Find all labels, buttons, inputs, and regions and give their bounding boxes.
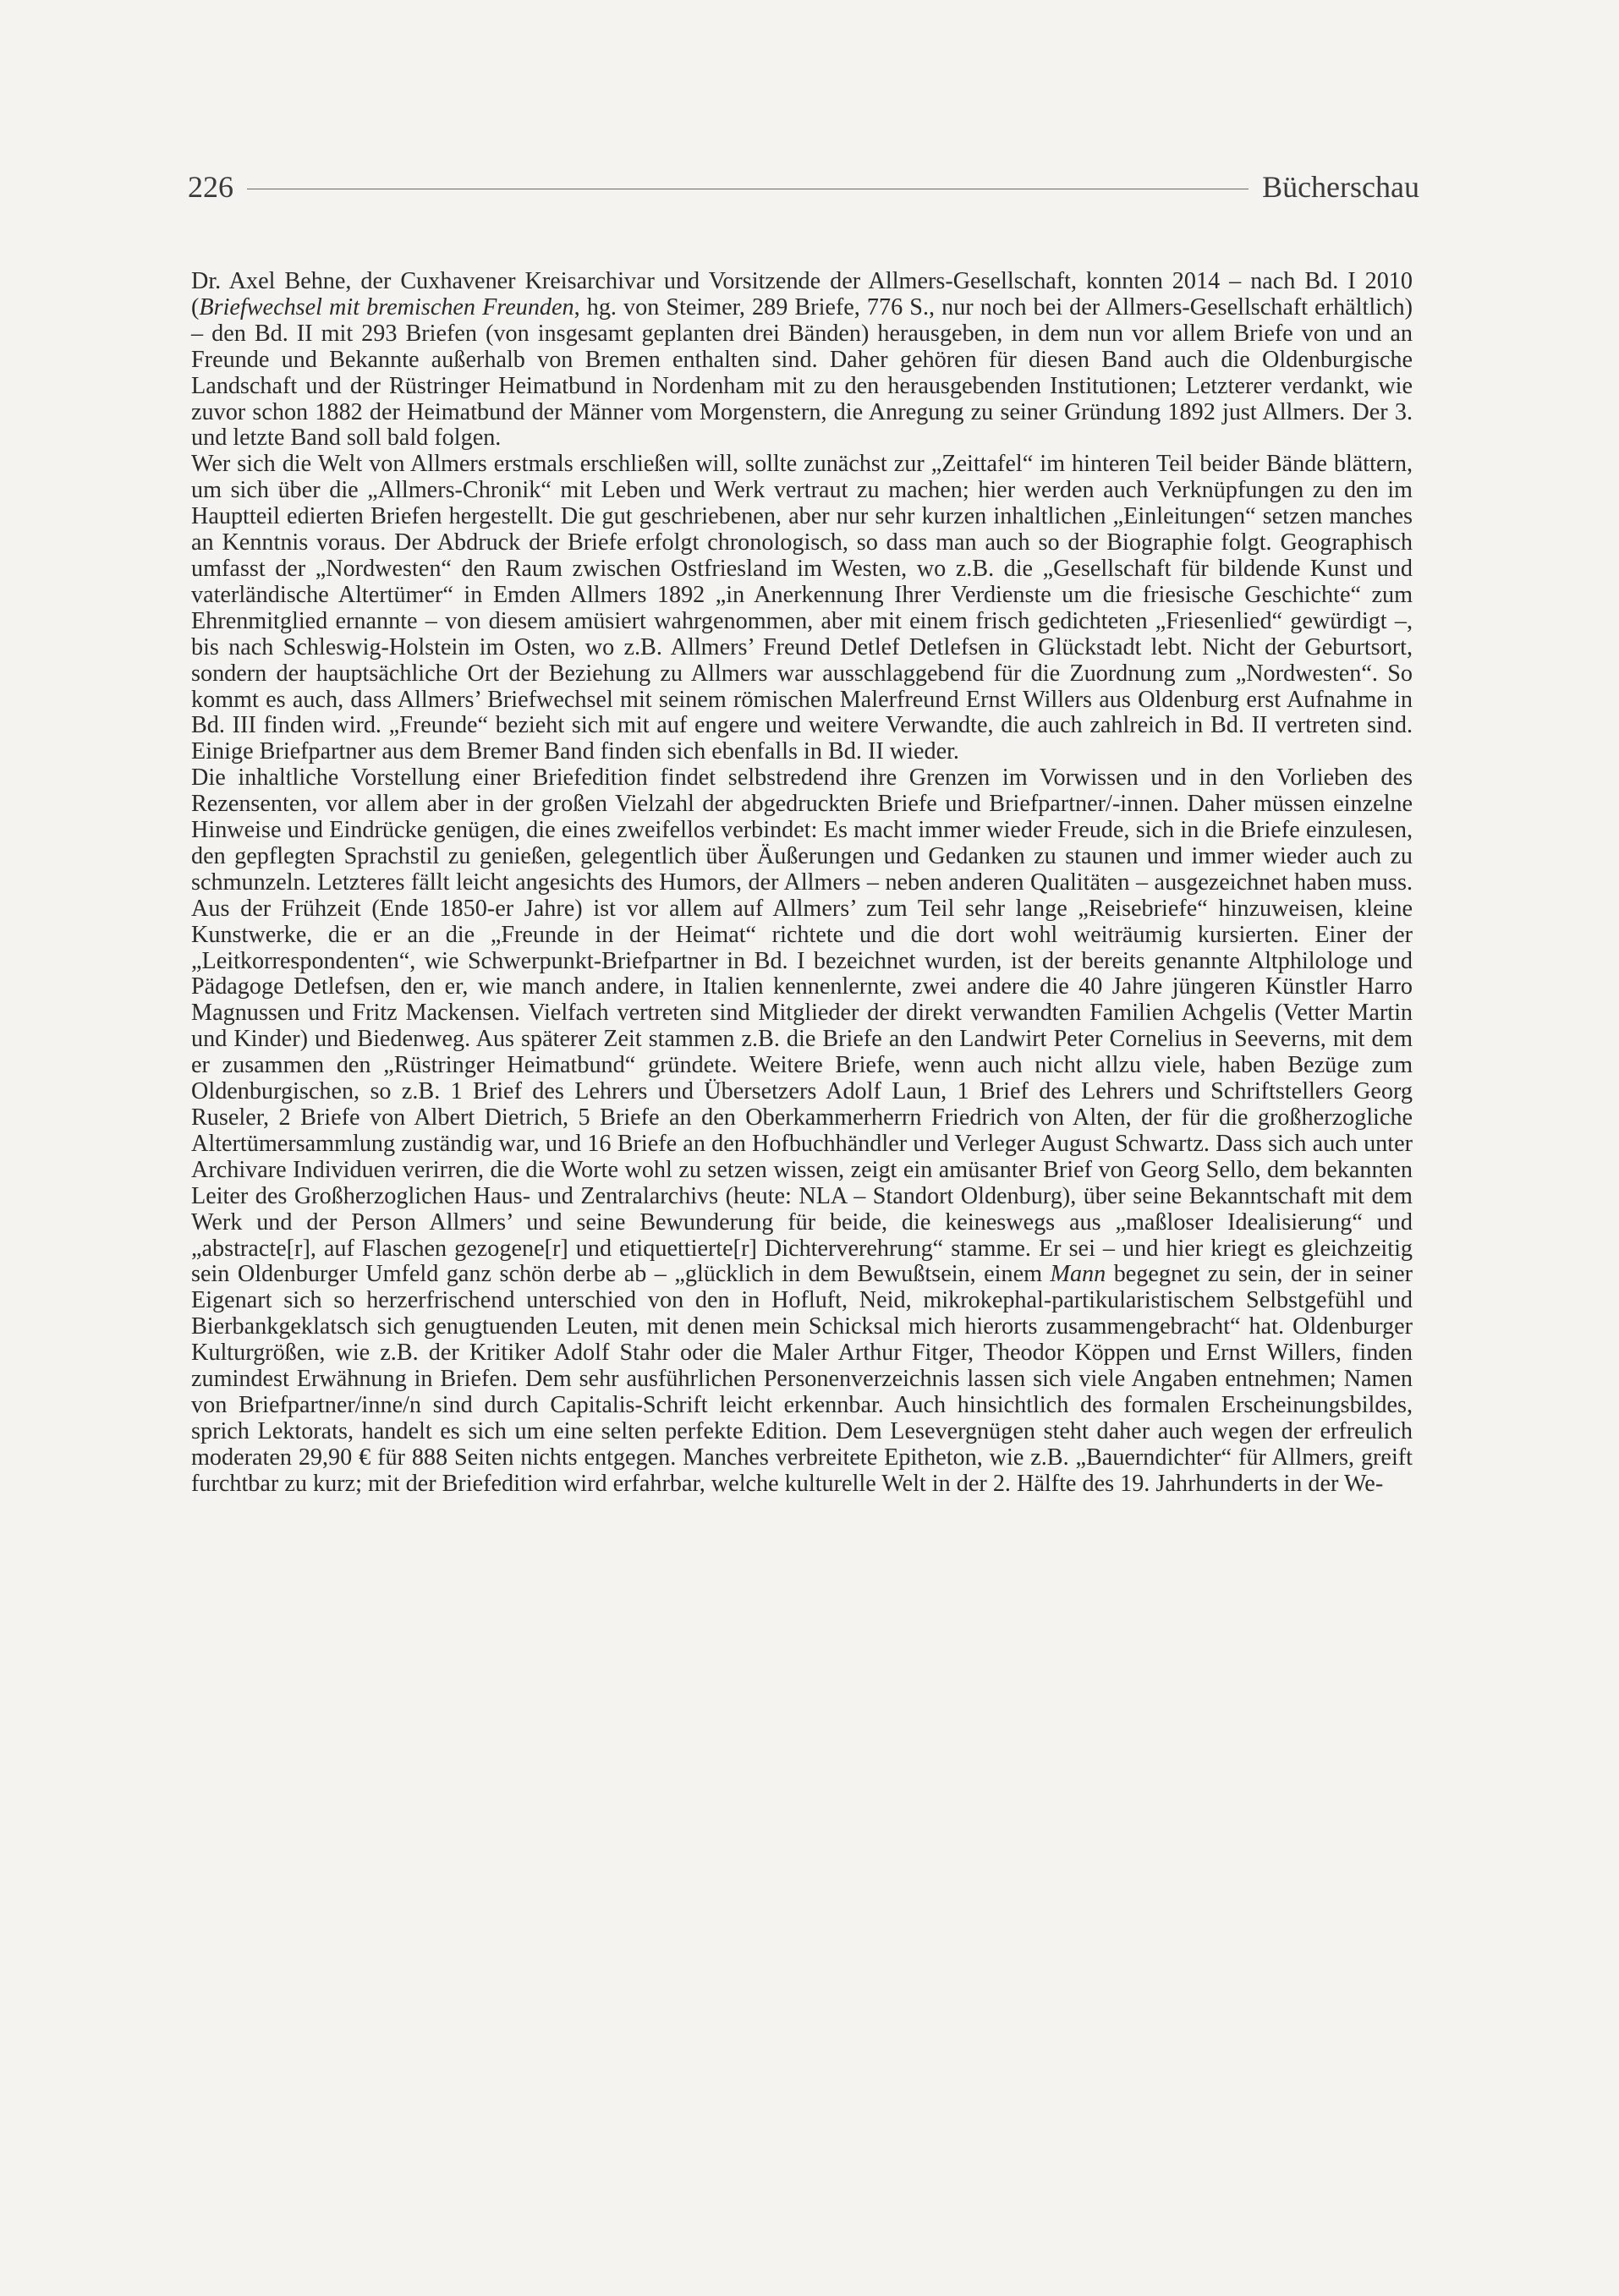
paragraph-1	[191, 269, 1413, 452]
paragraph-3	[191, 765, 1413, 1497]
text-run: Die inhaltliche Vorstellung einer Briefedition findet selbstredend ihre Grenzen im Vorwissen und in den Vorlieben des Rezensenten, vor allem aber in der großen Vielzahl der abgedruckten Briefe und Briefpartner/-innen. Daher müssen einzelne Hinweise und Eindrücke genügen, die eines zweifellos verbindet: Es macht immer wieder Freude, sich in die Briefe einzulesen, den gepflegten Sprachstil zu genießen, gelegentlich über Äußerungen und Gedanken zu staunen und immer wieder auch zu schmunzeln. Letzteres fällt leicht angesichts des Humors, der Allmers – neben anderen Qualitäten – ausgezeichnet haben muss. Aus der Frühzeit (Ende 1850-er Jahre) ist vor allem auf Allmers’ zum Teil sehr lange „Reisebriefe“ hinzuweisen, kleine Kunstwerke, die er an die „Freunde in der Heimat“ richtete und die dort wohl weiträumig kursierten. Einer der „Leitkorrespondenten“, wie Schwerpunkt-Briefpartner in Bd. I bezeichnet wurden, ist der bereits genannte Altphilologe und Pädagoge Detlefsen, den er, wie manch andere, in Italien kennenlernte, zwei andere die 40 Jahre jüngeren Künstler Harro Magnussen und Fritz Mackensen. Vielfach vertreten sind Mitglieder der direkt verwandten Familien Achgelis (Vetter Martin und Kinder) und Biedenweg. Aus späterer Zeit stammen z.B. die Briefe an den Landwirt Peter Cornelius in Seeverns, mit dem er zusammen den „Rüstringer Heimatbund“ gründete. Weitere Briefe, wenn auch nicht allzu viele, haben Bezüge zum Oldenburgischen, so z.B. 1 Brief des Lehrers und Übersetzers Adolf Laun, 1 Brief des Lehrers und Schriftstellers Georg Ruseler, 2 Briefe von Albert Dietrich, 5 Briefe an den Oberkammerherrn Friedrich von Alten, der für die großherzogliche Altertümersammlung zuständig war, und 16 Briefe an den Hofbuchhändler und Verleger August Schwartz. Dass sich auch unter Archivare Individuen verirren, die die Worte wohl zu setzen wissen, zeigt ein amüsanter Brief von Georg Sello, dem bekannten Leiter des Großherzoglichen Haus- und Zentralarchivs (heute: NLA – Standort Oldenburg), über seine Bekanntschaft mit dem Werk und der Person Allmers’ und seine Bewunderung für beide, die keineswegs aus „maßloser Idealisierung“ und „abstracte[r], auf Flaschen gezogene[r] und etiquettierte[r] Dichterverehrung“ stamme. Er sei – und hier kriegt es gleichzeitig sein Oldenburger Umfeld ganz schön derbe ab – „glücklich in dem Bewußtsein, einem	[191, 764, 1413, 1288]
book-title-italic: Briefwechsel mit bremischen Freunden	[199, 293, 574, 321]
paragraph-2	[191, 452, 1413, 765]
page-number: 226	[188, 170, 233, 204]
running-title: Bücherschau	[1262, 170, 1419, 204]
text-run: begegnet zu sein, der in seiner Eigenart sich so herzerfrischend unterschied von den in Hofluft, Neid, mikrokephal-partikularistischem Selbstgefühl und Bierbankgeklatsch sich genugtuenden Leuten, mit denen mein Schicksal mich hierorts zusammengebracht“ hat. Oldenburger Kulturgrößen, wie z.B. der Kritiker Adolf Stahr oder die Maler Arthur Fitger, Theodor Köppen und Ernst Willers, finden zumindest Erwähnung in Briefen. Dem sehr ausführlichen Personenverzeichnis lassen sich viele Angaben entnehmen; Namen von Briefpartner/inne/n sind durch Capitalis-Schrift leicht erkennbar. Auch hinsichtlich des formalen Erscheinungsbildes, sprich Lektorats, handelt es sich um eine selten perfekte Edition. Dem Lesevergnügen steht daher auch wegen der erfreulich moderaten 29,90 € für 888 Seiten nichts entgegen. Manches verbreitete Epitheton, wie z.B. „Bauerndichter“ für Allmers, greift furchtbar zu kurz; mit der Briefedition wird erfahrbar, welche kulturelle Welt in der 2. Hälfte des 19. Jahrhunderts in der We-	[191, 1261, 1413, 1497]
text-run: , hg. von Steimer, 289 Briefe, 776 S., nur noch bei der Allmers-Gesellschaft erhältlich) – den Bd. II mit 293 Briefen (von insgesamt geplanten drei Bänden) herausgeben, in dem nun vor allem Briefe von und an Freunde und Bekannte außerhalb von Bremen enthalten sind. Daher gehören für diesen Band auch die Oldenburgische Landschaft und der Rüstringer Heimatbund in Nordenham mit zu den herausgebenden Institutionen; Letzterer verdankt, wie zuvor schon 1882 der Heimatbund der Männer vom Morgenstern, die Anregung zu seiner Gründung 1892 just Allmers. Der 3. und letzte Band soll bald folgen.	[191, 293, 1413, 452]
page-header	[188, 166, 1419, 208]
article-body	[191, 269, 1413, 1498]
emphasis-italic: Mann	[1050, 1261, 1106, 1288]
text-run: Dr. Axel Behne, der Cuxhavener Kreisarchivar und Vorsitzende der Allmers-Gesellschaft, konnten 2014 – nach Bd. I 2010 (	[191, 268, 1413, 321]
text-run: Wer sich die Welt von Allmers erstmals erschließen will, sollte zunächst zur „Zeittafel“ im hinteren Teil beider Bände blättern, um sich über die „Allmers-Chronik“ mit Leben und Werk vertraut zu machen; hier werden auch Verknüpfungen zu den im Hauptteil edierten Briefen hergestellt. Die gut geschriebenen, aber nur sehr kurzen inhaltlichen „Einleitungen“ setzen manches an Kenntnis voraus. Der Abdruck der Briefe erfolgt chronologisch, so dass man auch so der Biographie folgt. Geographisch umfasst der „Nordwesten“ den Raum zwischen Ostfriesland im Westen, wo z.B. die „Gesellschaft für bildende Kunst und vaterländische Altertümer“ in Emden Allmers 1892 „in Anerkennung Ihrer Verdienste um die friesische Geschichte“ zum Ehrenmitglied ernannte – von diesem amüsiert wahrgenommen, aber mit einem frisch gedichteten „Friesenlied“ gewürdigt –, bis nach Schleswig-Holstein im Osten, wo z.B. Allmers’ Freund Detlef Detlefsen in Glückstadt lebt. Nicht der Geburtsort, sondern der hauptsächliche Ort der Beziehung zu Allmers war ausschlaggebend für die Zuordnung zum „Nordwesten“. So kommt es auch, dass Allmers’ Briefwechsel mit seinem römischen Malerfreund Ernst Willers aus Oldenburg erst Aufnahme in Bd. III finden wird. „Freunde“ bezieht sich mit auf engere und weitere Verwandte, die auch zahlreich in Bd. II vertreten sind. Einige Briefpartner aus dem Bremer Band finden sich ebenfalls in Bd. II wieder.	[191, 451, 1413, 765]
